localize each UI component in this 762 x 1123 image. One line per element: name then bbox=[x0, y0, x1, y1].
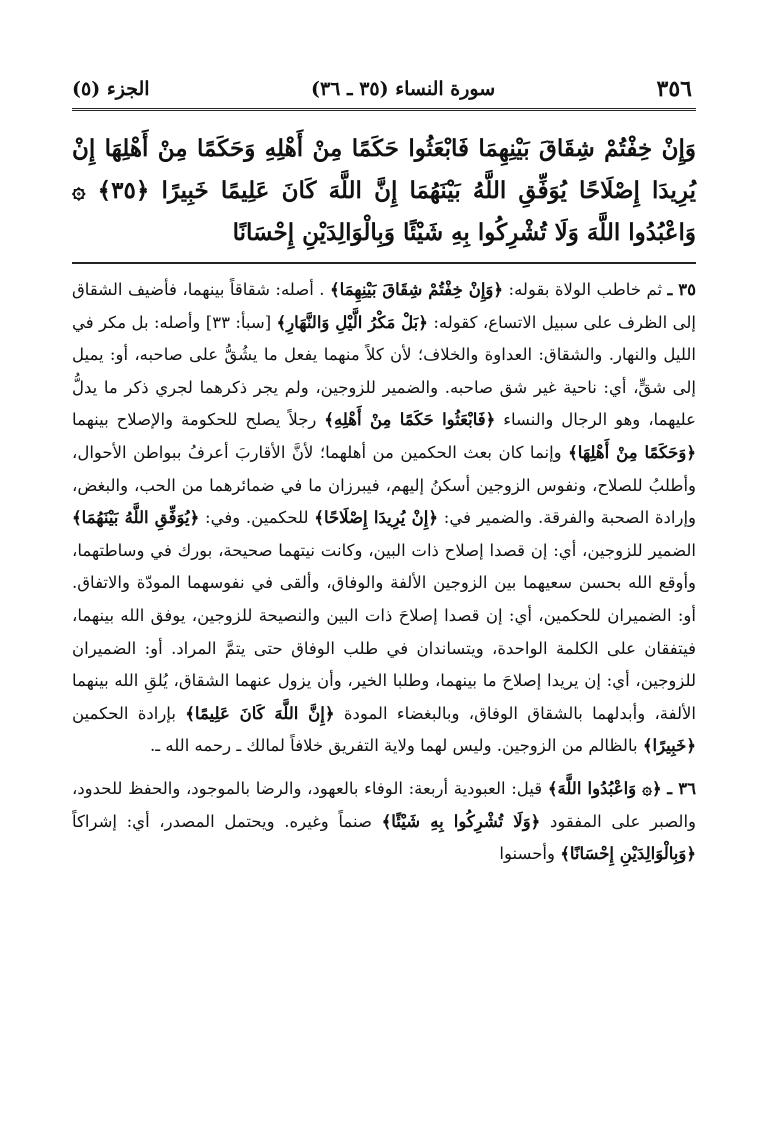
surah-title: سورة النساء (٣٥ ـ ٣٦) bbox=[310, 78, 496, 100]
quran-quote: ﴿إِنَّ اللَّهَ كَانَ عَلِيمًا﴾ bbox=[185, 703, 335, 723]
header-divider bbox=[72, 108, 696, 111]
commentary-text: رجلاً يصلح للحكومة والإصلاح بينهما bbox=[72, 410, 317, 430]
quran-quote: ﴿وَبِالْوَالِدَيْنِ إِحْسَانًا﴾ bbox=[560, 844, 696, 864]
page-number: ٣٥٦ bbox=[656, 76, 692, 102]
commentary-text: صنماً وغيره. ويحتمل المصدر، أي: إشراكاً bbox=[72, 811, 372, 831]
quran-quote: ﴿فَابْعَثُوا حَكَمًا مِنْ أَهْلِهِ﴾ bbox=[324, 410, 496, 430]
commentary-paragraph-36 bbox=[72, 773, 696, 871]
commentary-text: . أصله: شقاقاً بينهما، فأضيف الشقاق إلى الظرف على سبيل الاتساع، كقوله: bbox=[72, 280, 696, 332]
juz-label: الجزء (٥) bbox=[72, 78, 150, 100]
quran-quote: ﴿بَلْ مَكْرُ الَّيْلِ وَالنَّهَارِ﴾ bbox=[276, 312, 428, 332]
commentary-text: الضمير للزوجين، أي: إن قصدا إصلاح ذات البين، وكانت نيتهما صحيحة، بورك في وساطتهما، وأوقع الله بحسن سعيهما بين الزوجين الألفة والوفاق، وألقى في نفوسهما المودّة والاتفاق. أو: الضميران للحكمين، أي: إن قصدا إصلاحَ ذات البين والنصيحة للزوجين، يوفق الله بينهما، فيتفقان على الكلمة الواحدة، ويتساندان في طلب الوفاق حتى يتمَّ المراد. أو: الضميران للزوجين، أي: إن يريدا إصلاحَ ما بينهما، وطلبا الخير، وأن يزول عنهما الشقاق، يُلقِ الله بينهما الألفة، وأبدلهما بالشقاق الوفاق، وبالبغضاء المودة bbox=[72, 540, 696, 723]
section-number: ٣٥ ـ bbox=[667, 280, 696, 299]
quran-quote: ﴿وَإِنْ خِفْتُمْ شِقَاقَ بَيْنِهِمَا﴾ bbox=[330, 280, 504, 299]
commentary-paragraph-35 bbox=[72, 274, 696, 763]
commentary-text: ثم خاطب الولاة بقوله: bbox=[508, 280, 663, 299]
commentary-text: وأحسنوا bbox=[499, 844, 555, 864]
quran-quote: ﴿خَبِيرًا﴾ bbox=[642, 736, 696, 756]
commentary-body bbox=[72, 274, 696, 1114]
section-number: ٣٦ ـ bbox=[667, 778, 696, 798]
commentary-text: للحكمين. وفي: bbox=[205, 508, 309, 528]
quran-quote: ﴿وَلَا تُشْرِكُوا بِهِ شَيْئًا﴾ bbox=[381, 811, 541, 831]
commentary-text: قيل: العبودية أربعة: الوفاء بالعهود، والرضا بالموجود، والحفظ للحدود، والصبر على المفقود bbox=[72, 778, 696, 831]
page-header bbox=[72, 72, 692, 106]
commentary-text: بالظالم من الزوجين. وليس لهما ولاية التفريق خلافاً لمالك ـ رحمه الله ـ. bbox=[150, 736, 638, 756]
commentary-text: وإنما كان بعث الحكمين من أهلهما؛ لأنَّ الأقاربَ أعرفُ ببواطن الأحوال، وأطلبُ للصلاح، ونفوس الزوجين أسكنُ إليهم، فيبرزان ما في ضمائرهما من الحب، والبغض، وإرادة الصحبة والفرقة. والضمير في: bbox=[72, 442, 696, 528]
commentary-text: [سبأ: ٣٣] وأصله: بل مكر في الليل والنهار. والشقاق: العداوة والخلاف؛ لأن كلاً منهما يفعل ما يشُقُّ على صاحبه، أو: يميل إلى شقٍّ، أي: ناحية غير شق صاحبه. والضمير للزوجين، ولم يجر ذكرهما لجري ذكر ما يدلُّ عليهما، وهو الرجال والنساء bbox=[72, 312, 696, 430]
quran-quote: ﴿۞ وَاعْبُدُوا اللَّهَ﴾ bbox=[547, 778, 662, 798]
quran-quote: ﴿يُوَفِّقِ اللَّهُ بَيْنَهُمَا﴾ bbox=[72, 508, 200, 528]
quran-verse-block: وَإِنْ خِفْتُمْ شِقَاقَ بَيْنِهِمَا فَابْعَثُوا حَكَمًا مِنْ أَهْلِهِ وَحَكَمًا مِنْ أَهْلِهَا إِنْ يُرِيدَا إِصْلَاحًا يُوَفِّقِ اللَّهُ بَيْنَهُمَا إِنَّ اللَّهَ كَانَ عَلِيمًا خَبِيرًا ﴿٣٥﴾ ۞ وَاعْبُدُوا اللَّهَ وَلَا تُشْرِكُوا بِهِ شَيْئًا وَبِالْوَالِدَيْنِ إِحْسَانًا bbox=[72, 135, 696, 246]
commentary-text: بإرادة الحكمين bbox=[72, 703, 176, 723]
quran-quote: ﴿إِنْ يُرِيدَا إِصْلَاحًا﴾ bbox=[314, 508, 439, 528]
verse-divider bbox=[72, 262, 696, 264]
quran-quote: ﴿وَحَكَمًا مِنْ أَهْلِهَا﴾ bbox=[568, 442, 696, 462]
